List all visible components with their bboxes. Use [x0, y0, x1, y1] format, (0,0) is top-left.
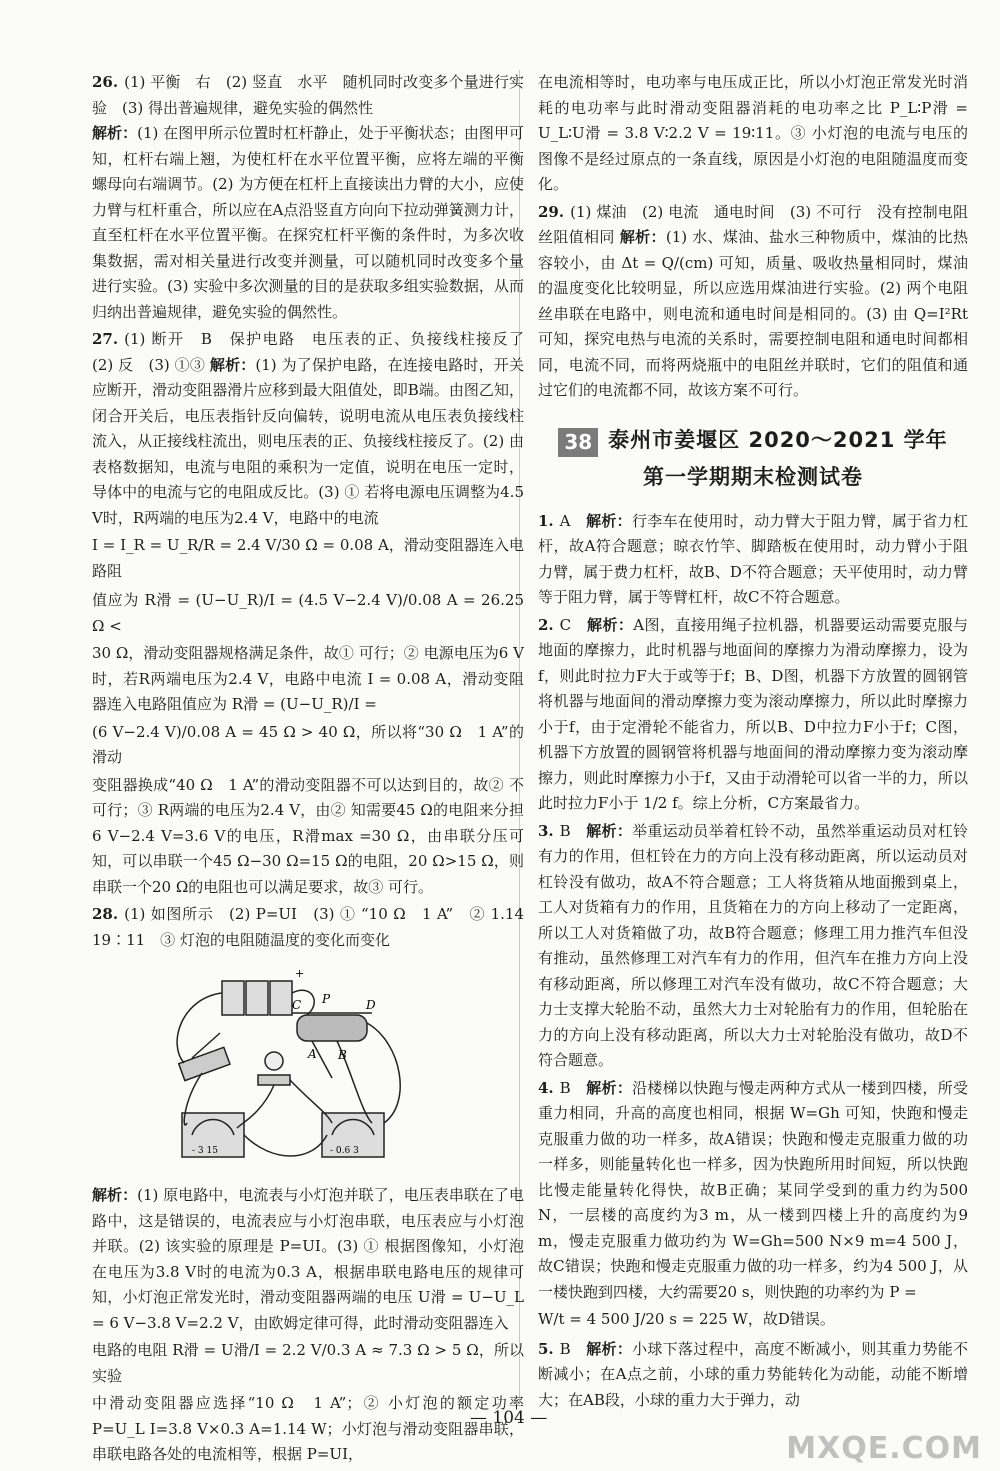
analysis-text: 中滑动变阻器应选择“10 Ω 1 A”；② 小灯泡的额定功率 P=U_L I=3.8 V×0.3 A=1.14 W；小灯泡与滑动变阻器串联，串联电路各处的电流相等，根据 P=UI， — [92, 1394, 524, 1463]
question-number: 28. — [92, 905, 119, 923]
analysis-text: (1) 在图甲所示位置时杠杆静止，处于平衡状态；由图甲可知，杠杆右端上翘，为使杠杆在水平位置平衡，应将左端的平衡螺母向右端调节。(2) 为方便在杠杆上直接读出力臂的大小，应使力臂与杠杆重合，所以应在A点沿竖直方向向下拉动弹簧测力计，直至杠杆在水平位置平衡。在探究杠杆平衡的条件时，为多次收集数据，需对相关量进行改变并测量，可以随机同时改变多个量进行实验。(3) 实验中多次测量的目的是获取多组实验数据，从而归纳出普遍规律，避免实验的偶然性。 — [92, 124, 524, 321]
question-5 — [538, 1337, 968, 1414]
answer-text: (1) 如图所示 (2) P=UI (3) ① “10 Ω 1 A” ② 1.14 19∶11 ③ 灯泡的电阻随温度的变化而变化 — [92, 905, 540, 949]
answer-text: (1) 平衡 右 (2) 竖直 水平 随机同时改变多个量进行实验 (3) 得出普遍规律，避免实验的偶然性 — [92, 73, 524, 117]
analysis-label: 解析： — [619, 228, 666, 246]
question-number: 27. — [92, 330, 119, 348]
answer-text: (1) 断开 B 保护电路 电压表的正、负接线柱接反了 (2) 反 (3) ①③ — [92, 330, 540, 374]
section-number: 38 — [558, 428, 598, 458]
question-number: 4. — [538, 1078, 554, 1097]
label-p: P — [322, 992, 331, 1006]
question-27 — [92, 327, 540, 900]
answer-text: C — [559, 615, 572, 634]
question-4 — [538, 1076, 968, 1335]
equation: I = I_R = U_R/R = 2.4 V/30 Ω = 0.08 A，滑动变阻器连入电路阻 — [92, 536, 524, 580]
answer-text: (1) 煤油 (2) 电流 通电时间 (3) 不可行 没有控制电阻丝阻值相同 — [538, 202, 968, 246]
question-number: 2. — [538, 615, 554, 634]
analysis-text: 30 Ω，滑动变阻器规格满足条件，故① 可行；② 电源电压为6 V时，若R两端电压为2.4 V，电路中电流 I = 0.08 A，滑动变阻器连入电路阻值应为 R滑 = (U−U_R)/I = — [92, 644, 524, 713]
watermark: MXQE.COM — [786, 1430, 982, 1466]
label-c: C — [292, 998, 302, 1012]
analysis-text: (1) 为了保护电路，在连接电路时，开关应断开，滑动变阻器滑片应移到最大阻值处，即B端。由图乙知，闭合开关后，电压表指针反向偏转，说明电流从电压表负接线柱流入，从正接线柱流出，则电压表的正、负接线柱接反了。(2) 由表格数据知，电流与电阻的乘积为一定值，说明在电压一定时，导体中的电流与它的电阻成反比。(3) ① 若将电源电压调整为4.5 V时，R两端的电压为2.4 V，电路中的电流 — [92, 355, 524, 527]
section-title-line1: 泰州市姜堰区 2020～2021 学年 — [608, 427, 948, 452]
answer-text: B — [559, 1078, 571, 1097]
analysis-label: 解析： — [586, 1078, 633, 1097]
meter2-scale: - 0.6 3 — [330, 1146, 359, 1156]
analysis-text: 举重运动员举着杠铃不动，虽然举重运动员对杠铃有力的作用，但杠铃在力的方向上没有移动距离，所以运动员对杠铃没有做功，故A不符合题意；工人将货箱从地面搬到桌上，工人对货箱有力的作用，且货箱在力的方向上移动了一定距离，所以工人对货箱做了功，故B符合题意；修理工用力推汽车但没有推动，虽然修理工对汽车有力的作用，但汽车在推力方向上没有移动距离，所以修理工对汽车没有做功，故C不符合题意；大力士支撑大轮胎不动，虽然大力士对轮胎有力的作用，但轮胎在力的方向上没有移动距离，所以大力士对轮胎没有做功，故D不符合题意。 — [538, 821, 968, 1070]
question-28-continued — [538, 70, 968, 198]
answer-text: B — [559, 1339, 571, 1358]
equation: (6 V−2.4 V)/0.08 A = 45 Ω > 40 Ω，所以将“30 Ω 1 A”的滑动 — [92, 722, 524, 766]
analysis-text: 在电流相等时，电功率与电压成正比，所以小灯泡正常发光时消耗的电功率与此时滑动变阻器消耗的电功率之比 P_L∶P滑 = U_L∶U滑 = 3.8 V∶2.2 V = 19∶11。③ 小灯泡的电流与电压的图像不是经过原点的一条直线，原因是小灯泡的电阻随温度而变化。 — [538, 73, 968, 193]
left-column — [92, 70, 540, 1470]
section-title-line2: 第一学期期末检测试卷 — [643, 465, 863, 490]
answer-text: B — [559, 821, 571, 840]
meter1-scale: - 3 15 — [192, 1146, 218, 1156]
page-number: — 104 — — [470, 1408, 548, 1428]
equation: 电路的电阻 R滑 = U滑/I = 2.2 V/0.3 A ≈ 7.3 Ω > 5 Ω，所以实验 — [92, 1341, 524, 1385]
analysis-text: 行李车在使用时，动力臂大于阻力臂，属于省力杠杆，故A符合题意；晾衣竹竿、脚踏板在使用时，动力臂小于阻力臂，属于费力杠杆，故B、D不符合题意；天平使用时，动力臂等于阻力臂，属于等臂杠杆，故C不符合题意。 — [538, 511, 968, 607]
analysis-label: 解析： — [586, 821, 633, 840]
question-29 — [538, 200, 968, 404]
equation: W/t = 4 500 J/20 s = 225 W，故D错误。 — [538, 1310, 835, 1329]
analysis-text: 沿楼梯以快跑与慢走两种方式从一楼到四楼，所受重力相同，升高的高度也相同，根据 W=Gh 可知，快跑和慢走克服重力做的功一样多，故A错误；快跑和慢走克服重力做的功一样多，则能量转化也一样多，因为快跑所用时间短，所以快跑比慢走能量转化得快，故B正确；某同学受到的重力约为500 N，一层楼的高度约为3 m，从一楼到四楼上升的高度约为9 m，慢走克服重力做功约为 W=Gh=500 N×9 m=4 500 J，故C错误；快跑和慢走克服重力做的功一样多，约为4 500 J，从一楼快跑到四楼，大约需要20 s，则快跑的功率约为 P = — [538, 1078, 968, 1301]
question-2 — [538, 613, 968, 817]
label-a: A — [308, 1047, 317, 1061]
question-number: 26. — [92, 73, 119, 91]
analysis-text: A图，直接用绳子拉机器，机器要运动需要克服与地面的摩擦力，此时机器与地面间的摩擦力为滑动摩擦力，设为f，则此时拉力F大于或等于f；B、D图，机器下方放置的圆钢管将机器与地面间的滑动摩擦力变为滚动摩擦力，所以此时摩擦力小于f，由于定滑轮不能省力，所以B、D中拉力F小于f；C图，机器下方放置的圆钢管将机器与地面间的滑动摩擦力变为滚动摩擦力，则此时摩擦力小于f，又由于动滑轮可以省一半的力，所以此时拉力F小于 1/2 f。综上分析，C方案最省力。 — [538, 615, 968, 813]
analysis-text: 变阻器换成“40 Ω 1 A”的滑动变阻器不可以达到目的，故② 不可行；③ R两端的电压为2.4 V，由② 知需要45 Ω的电阻来分担6 V−2.4 V=3.6 V的电压，R滑max =30 Ω，由串联分压可知，可以串联一个45 Ω−30 Ω=15 Ω的电阻，20 Ω>15 Ω，则串联一个20 Ω的电阻也可以满足要求，故③ 可行。 — [92, 775, 524, 896]
analysis-label: 解析： — [92, 124, 138, 142]
label-d: D — [366, 998, 376, 1012]
label-plus: + — [295, 967, 305, 980]
question-number: 29. — [538, 202, 565, 221]
question-28 — [92, 902, 540, 1468]
analysis-label: 解析： — [586, 511, 632, 530]
right-column — [538, 70, 968, 1415]
question-number: 5. — [538, 1339, 554, 1358]
analysis-text: (1) 原电路中，电流表与小灯泡并联了，电压表串联在了电路中，这是错误的，电流表应与小灯泡串联，电压表应与小灯泡并联。(2) 该实验的原理是 P=UI。(3) ① 根据图像知，小灯泡在电压为3.8 V时的电流为0.3 A，根据串联电路电压的规律可知，小灯泡正常发光时，滑动变阻器两端的电压 U滑 = U−U_L = 6 V−3.8 V=2.2 V，由欧姆定律可得，此时滑动变阻器连入 — [92, 1186, 524, 1332]
question-1 — [538, 509, 968, 611]
section-header — [538, 428, 968, 491]
analysis-label: 解析： — [587, 615, 634, 634]
analysis-label: 解析： — [209, 355, 256, 374]
answer-text: A — [559, 511, 571, 530]
question-3 — [538, 819, 968, 1074]
question-26 — [92, 70, 524, 325]
analysis-label: 解析： — [586, 1339, 633, 1358]
analysis-label: 解析： — [92, 1186, 138, 1204]
analysis-text: 小球下落过程中，高度不断减小，则其重力势能不断减小；在A点之前，小球的重力势能转化为动能，动能不断增大；在AB段，小球的重力大于弹力，动 — [538, 1339, 968, 1409]
equation: 值应为 R滑 = (U−U_R)/I = (4.5 V−2.4 V)/0.08 A = 26.25 Ω < — [92, 591, 524, 635]
question-number: 1. — [538, 511, 554, 530]
analysis-text: (1) 水、煤油、盐水三种物质中，煤油的比热容较小，由 Δt = Q/(cm) 可知，质量、吸收热量相同时，煤油的温度变化比较明显，所以应选用煤油进行实验。(2) 两个电阻丝串联在电路中，则电流和通电时间是相同的。(3) 由 Q=I²Rt 可知，探究电热与电流的关系时，需要控制电阻和通电时间都相同，电流不同，而将两烧瓶中的电阻丝并联时，它们的阻值和通过它们的电流都不同，故该方案不可行。 — [538, 228, 968, 399]
label-b: B — [338, 1048, 347, 1062]
circuit-diagram — [162, 963, 462, 1173]
question-number: 3. — [538, 821, 554, 840]
